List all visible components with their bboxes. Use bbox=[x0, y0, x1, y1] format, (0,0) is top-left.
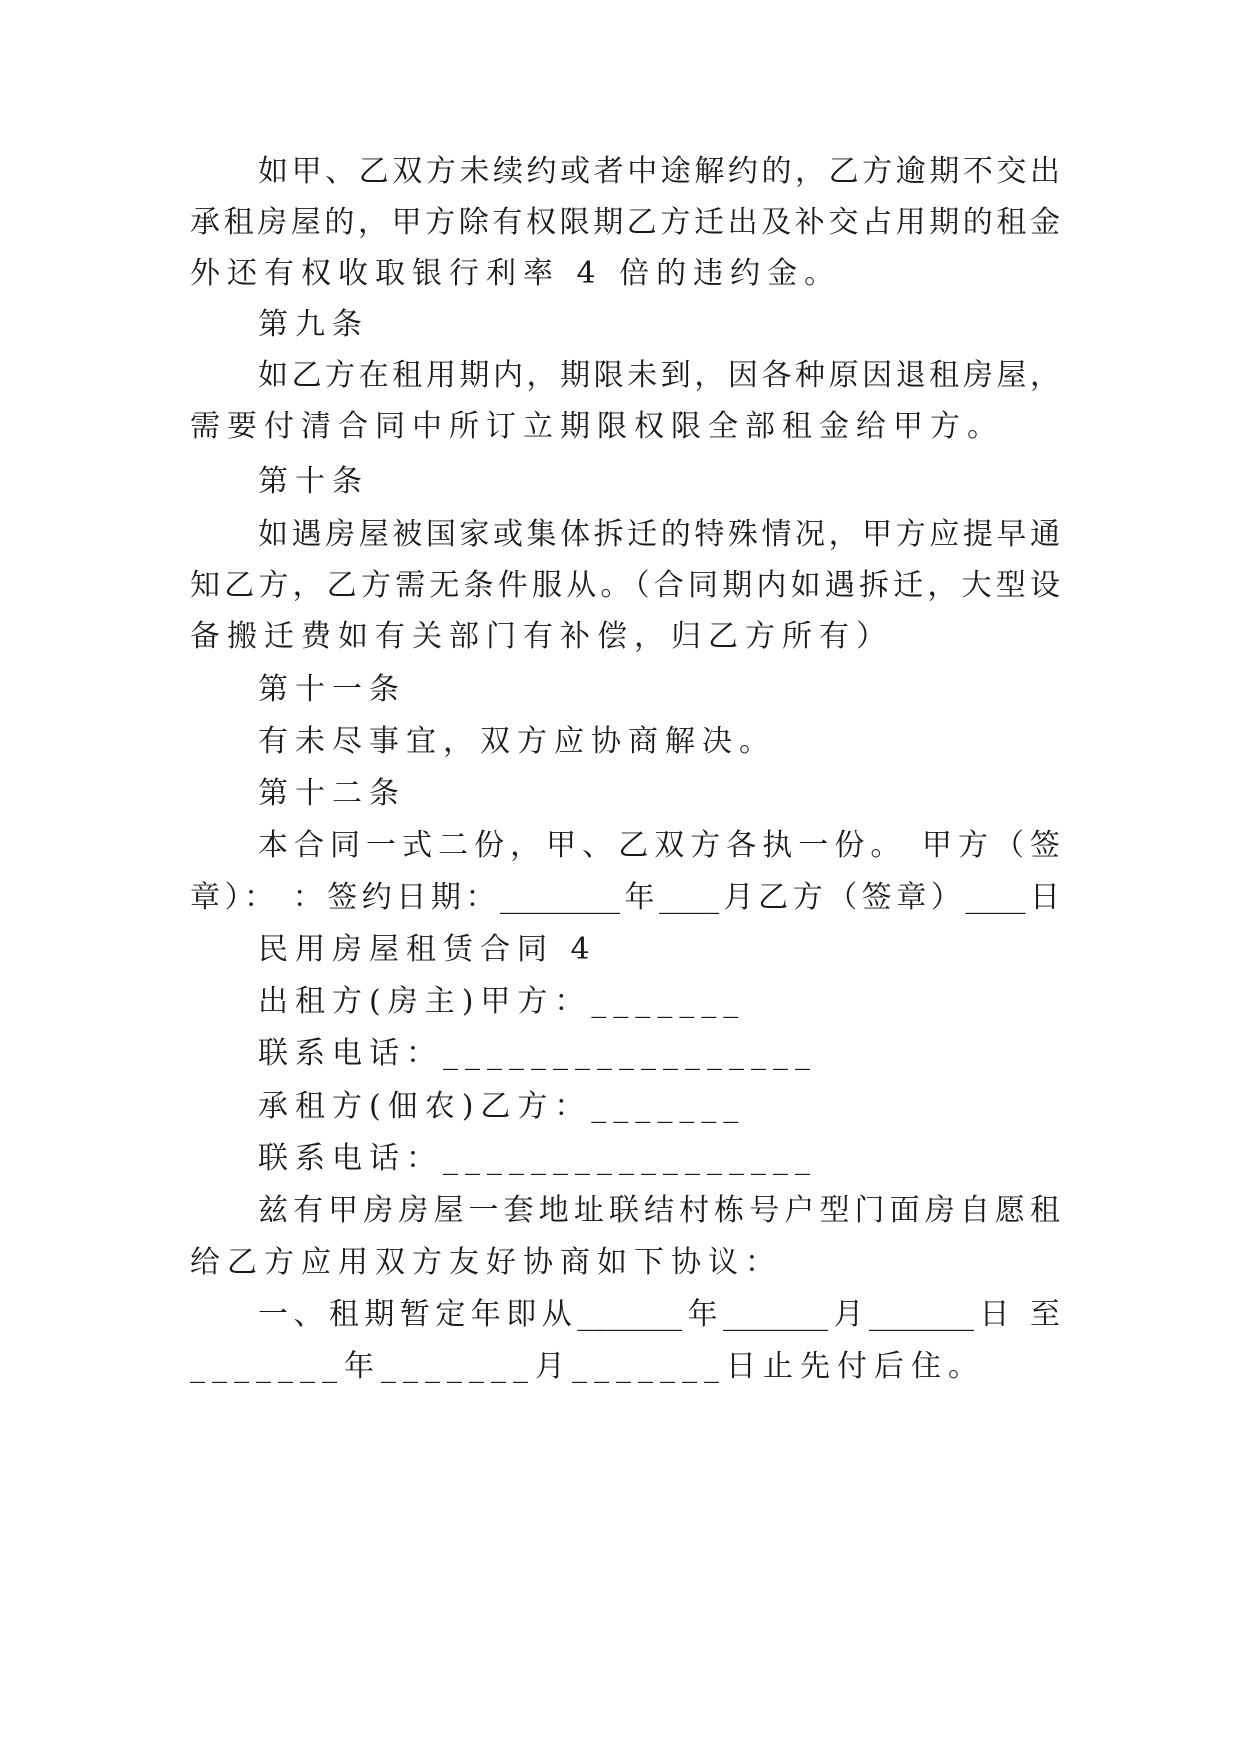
paragraph-line: 备搬迁费如有关部门有补偿，归乙方所有） bbox=[190, 619, 893, 654]
paragraph-line: 需要付清合同中所订立期限权限全部租金给甲方。 bbox=[190, 409, 1004, 444]
paragraph-line: 如甲、乙双方未续约或者中途解约的，乙方逾期不交出 bbox=[258, 154, 1060, 189]
signature-line: 章）： ：签约日期：________年____月乙方（签章）____日 bbox=[190, 880, 1060, 915]
contract-title: 民用房屋租赁合同 4 bbox=[258, 932, 597, 967]
article-heading: 第十一条 bbox=[258, 672, 406, 707]
paragraph-line: 给乙方应用双方友好协商如下协议： bbox=[190, 1245, 782, 1280]
lease-term-line: 一、租期暂定年即从_______年_______月_______日 至 bbox=[258, 1297, 1060, 1332]
paragraph-line: 有未尽事宜，双方应协商解决。 bbox=[258, 724, 776, 759]
paragraph-line: 承租房屋的，甲方除有权限期乙方迁出及补交占用期的租金 bbox=[190, 205, 1060, 240]
article-heading: 第十条 bbox=[258, 464, 369, 499]
paragraph-line: 如遇房屋被国家或集体拆迁的特殊情况，甲方应提早通 bbox=[258, 517, 1060, 552]
lessor-field: 出租方(房主)甲方：_______ bbox=[258, 984, 746, 1019]
article-heading: 第九条 bbox=[258, 307, 369, 342]
article-heading: 第十二条 bbox=[258, 776, 406, 811]
lessor-phone-field: 联系电话：_________________ bbox=[258, 1036, 817, 1071]
paragraph-line: 如乙方在租用期内，期限未到，因各种原因退租房屋， bbox=[258, 358, 1060, 393]
paragraph-line: 本合同一式二份，甲、乙双方各执一份。 甲方（签 bbox=[258, 828, 1060, 863]
lessee-field: 承租方(佃农)乙方：_______ bbox=[258, 1089, 746, 1124]
paragraph-line: 兹有甲房房屋一套地址联结村栋号户型门面房自愿租 bbox=[258, 1193, 1060, 1228]
lessee-phone-field: 联系电话：_________________ bbox=[258, 1141, 817, 1176]
paragraph-line: 知乙方，乙方需无条件服从。（合同期内如遇拆迁，大型设 bbox=[190, 568, 1060, 603]
paragraph-line: 外还有权收取银行利率 4 倍的违约金。 bbox=[190, 256, 842, 291]
lease-term-line: _______年_______月_______日止先付后住。 bbox=[190, 1349, 985, 1384]
